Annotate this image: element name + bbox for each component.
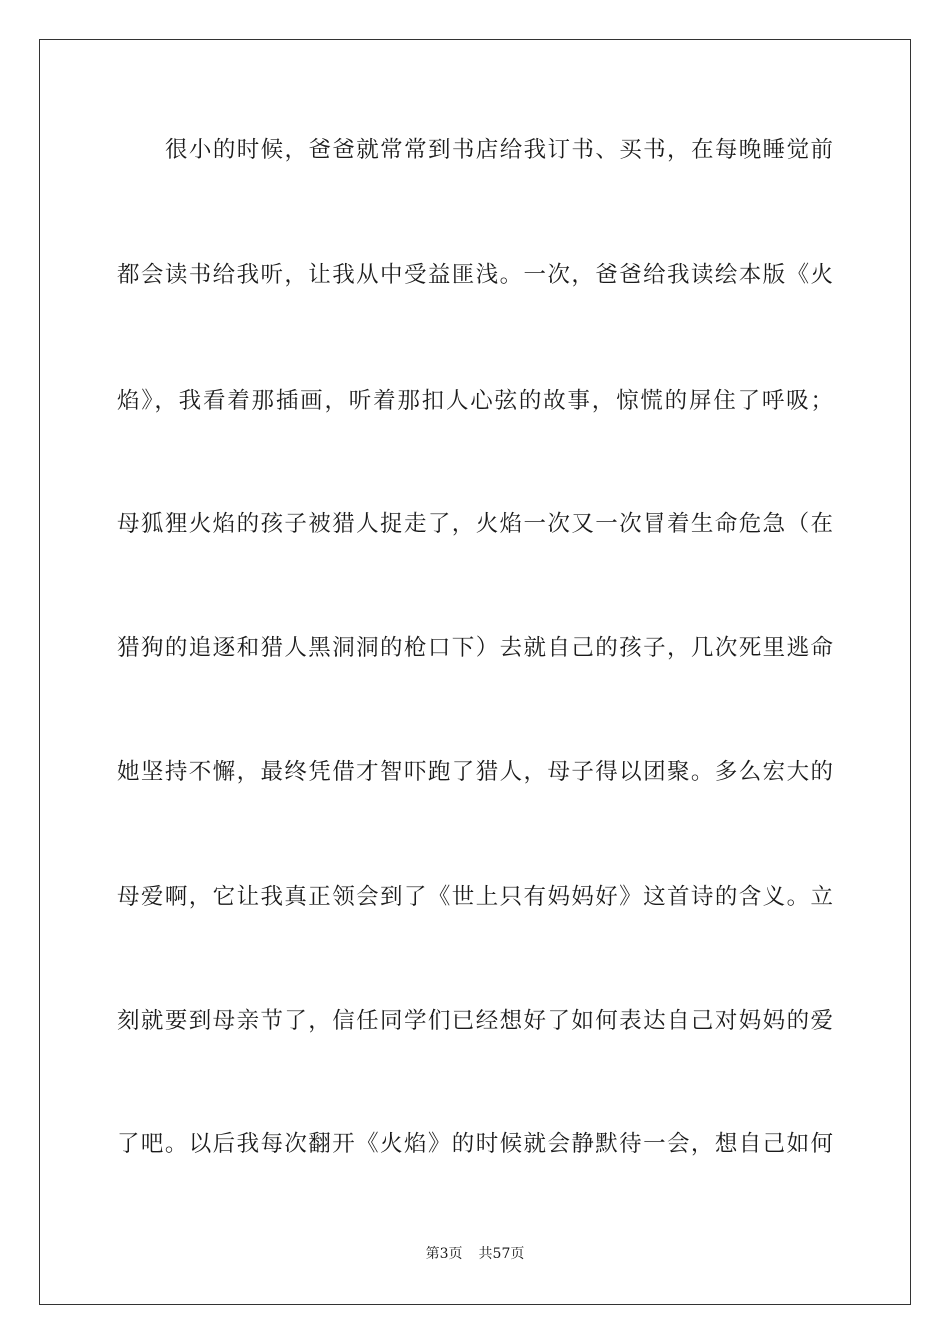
paragraph-line: 她坚持不懈，最终凭借才智吓跑了猎人，母子得以团聚。多么宏大的: [117, 759, 833, 785]
paragraph-line: 刻就要到母亲节了，信任同学们已经想好了如何表达自己对妈妈的爱: [117, 1008, 833, 1034]
page-footer: [0, 1244, 950, 1264]
paragraph-line: 了吧。以后我每次翻开《火焰》的时候就会静默待一会，想自己如何: [117, 1131, 833, 1157]
page-total: 共57页: [478, 1246, 525, 1262]
paragraph-line: 很小的时候，爸爸就常常到书店给我订书、买书，在每晚睡觉前: [165, 137, 833, 163]
paragraph-line: 猎狗的追逐和猎人黑洞洞的枪口下）去就自己的孩子，几次死里逃命: [117, 635, 833, 661]
page-border: [39, 39, 911, 1305]
paragraph-line: 母狐狸火焰的孩子被猎人捉走了，火焰一次又一次冒着生命危急（在: [117, 511, 833, 537]
paragraph-line: 焰》，我看着那插画，听着那扣人心弦的故事，惊慌的屏住了呼吸；: [117, 388, 833, 414]
paragraph-line: 都会读书给我听，让我从中受益匪浅。一次，爸爸给我读绘本版《火: [117, 262, 833, 288]
page-number: 第3页: [425, 1246, 463, 1262]
paragraph-line: 母爱啊，它让我真正领会到了《世上只有妈妈好》这首诗的含义。立: [117, 884, 833, 910]
